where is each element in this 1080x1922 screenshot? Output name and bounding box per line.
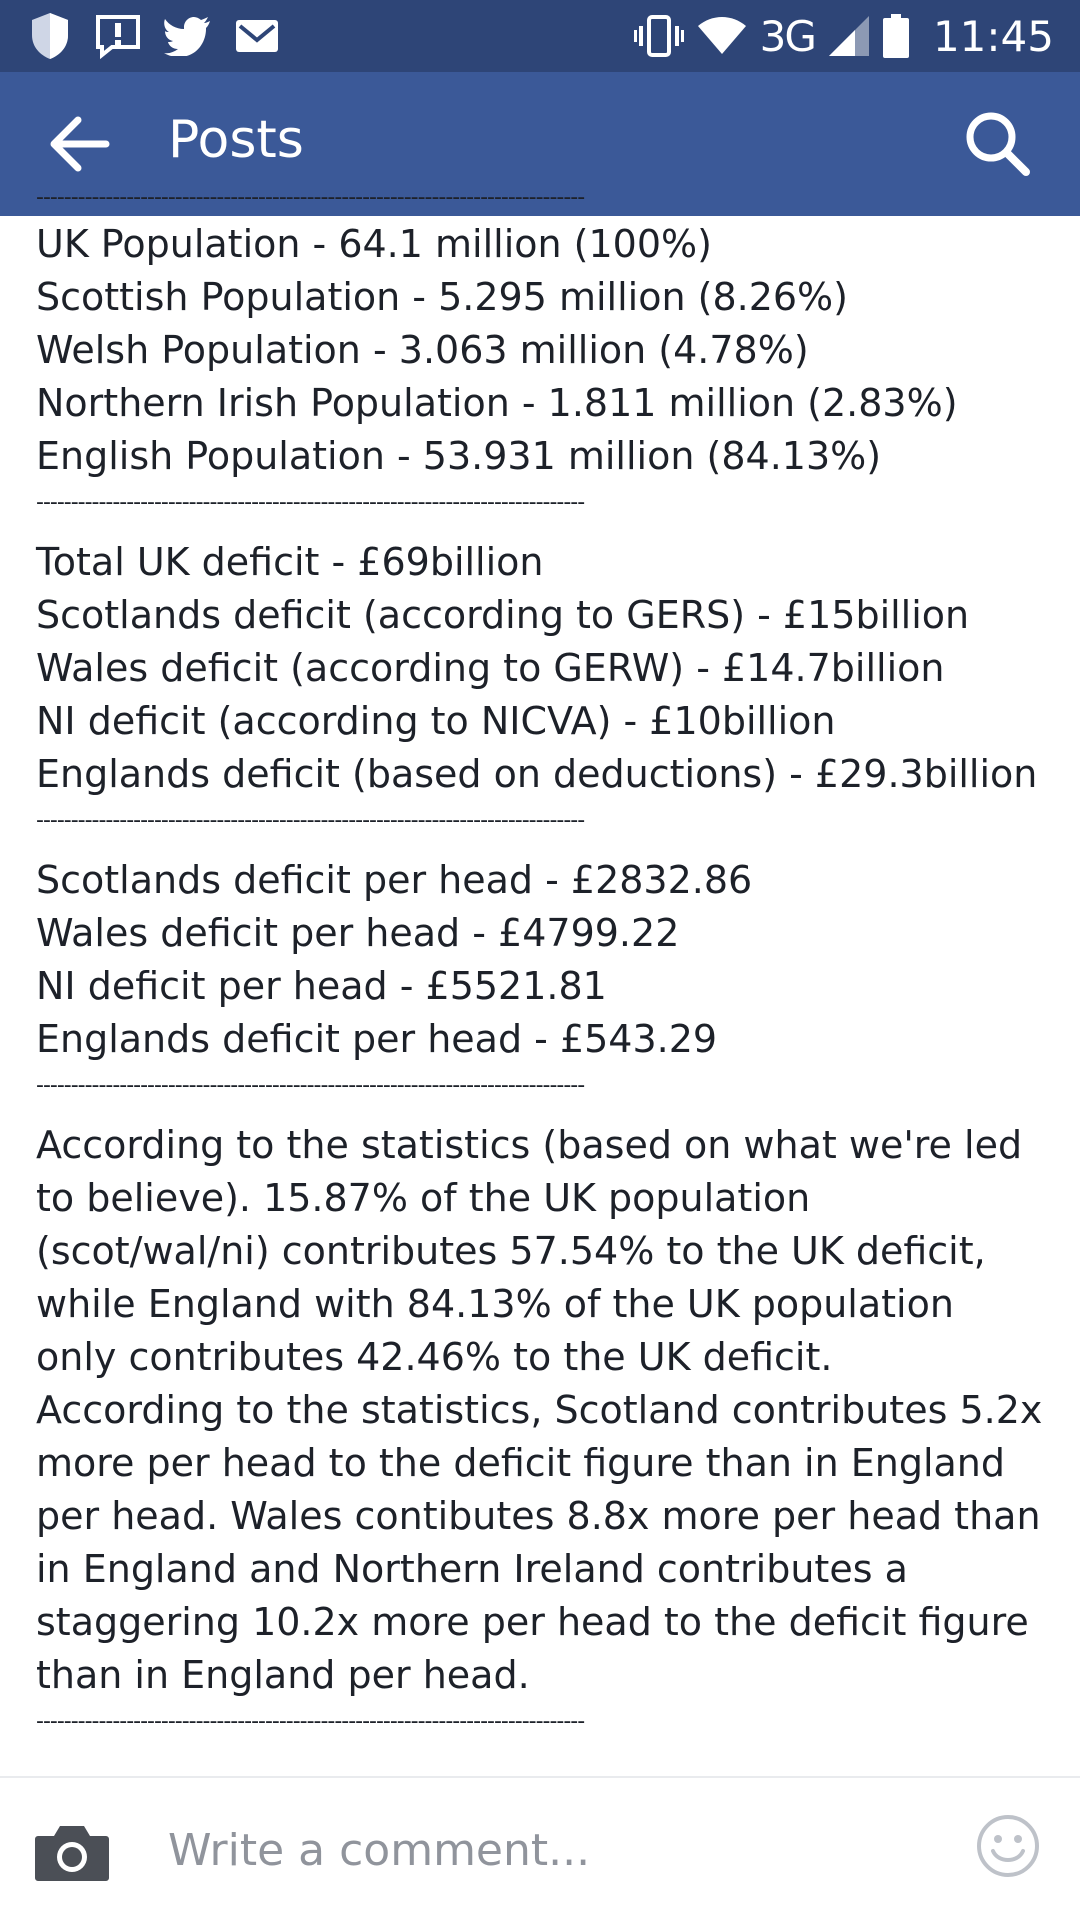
analysis-paragraph: According to the statistics, Scotland contributes 5.2x more per head to the deficit figure than in England per head. Wales contibutes 8.8x more per head than in England and Northern Ireland contributes a staggering 10.2x more per head to the deficit figure than in England per head. (36, 1388, 1043, 1697)
divider: ------------------------------------------------------------------------------- (36, 1073, 585, 1098)
network-type-label: 3G (759, 11, 815, 61)
emoji-button[interactable] (976, 1814, 1040, 1878)
population-section (36, 218, 1056, 483)
per-head-line: Scotlands deficit per head - £2832.86 (36, 858, 753, 902)
status-notification-icons (28, 10, 280, 62)
deficit-line: Englands deficit (based on deductions) - £29.3billion (36, 752, 1038, 796)
population-line: Welsh Population - 3.063 million (4.78%) (36, 328, 809, 372)
battery-icon (883, 14, 909, 58)
divider: ------------------------------------------------------------------------------- (36, 185, 585, 210)
deficit-line: Scotlands deficit (according to GERS) - £15billion (36, 593, 970, 637)
divider: ------------------------------------------------------------------------------- (36, 808, 585, 833)
comment-input[interactable] (168, 1814, 928, 1886)
camera-button[interactable] (34, 1822, 110, 1882)
deficit-line: Wales deficit (according to GERW) - £14.7billion (36, 646, 945, 690)
divider: ------------------------------------------------------------------------------- (36, 1709, 585, 1734)
per-head-line: Wales deficit per head - £4799.22 (36, 911, 680, 955)
wifi-icon (698, 16, 746, 56)
status-bar (0, 0, 1080, 72)
search-icon (964, 110, 1032, 178)
mail-icon (234, 18, 280, 54)
clock: 11:45 (932, 11, 1054, 61)
comment-bar (0, 1776, 1080, 1922)
emoji-icon (976, 1814, 1040, 1878)
population-line: English Population - 53.931 million (84.13%) (36, 434, 882, 478)
population-line: Northern Irish Population - 1.811 million (2.83%) (36, 381, 958, 425)
per-head-line: Englands deficit per head - £543.29 (36, 1017, 718, 1061)
divider: ------------------------------------------------------------------------------- (36, 490, 585, 515)
search-button[interactable] (964, 110, 1032, 178)
signal-icon (829, 16, 869, 56)
per-head-line: NI deficit per head - £5521.81 (36, 964, 607, 1008)
back-button[interactable] (48, 116, 112, 172)
population-line: UK Population - 64.1 million (100%) (36, 222, 712, 266)
deficit-section (36, 536, 1056, 801)
twitter-icon (164, 16, 212, 56)
population-line: Scottish Population - 5.295 million (8.26%) (36, 275, 848, 319)
per-head-section (36, 854, 1056, 1066)
vibrate-icon (634, 14, 684, 58)
arrow-back-icon (48, 116, 112, 172)
shield-icon (28, 11, 72, 61)
status-system-icons (634, 10, 1054, 62)
deficit-line: NI deficit (according to NICVA) - £10billion (36, 699, 836, 743)
deficit-line: Total UK deficit - £69billion (36, 540, 544, 584)
analysis-paragraph: According to the statistics (based on what we're led to believe). 15.87% of the UK population (scot/wal/ni) contributes 57.54% to the UK deficit, while England with 84.13% of the UK population only contributes 42.46% to the UK deficit. (36, 1123, 1023, 1379)
page-title: Posts (168, 110, 304, 170)
alert-icon (94, 13, 142, 59)
camera-icon (34, 1822, 110, 1882)
post-body (36, 185, 1056, 1755)
